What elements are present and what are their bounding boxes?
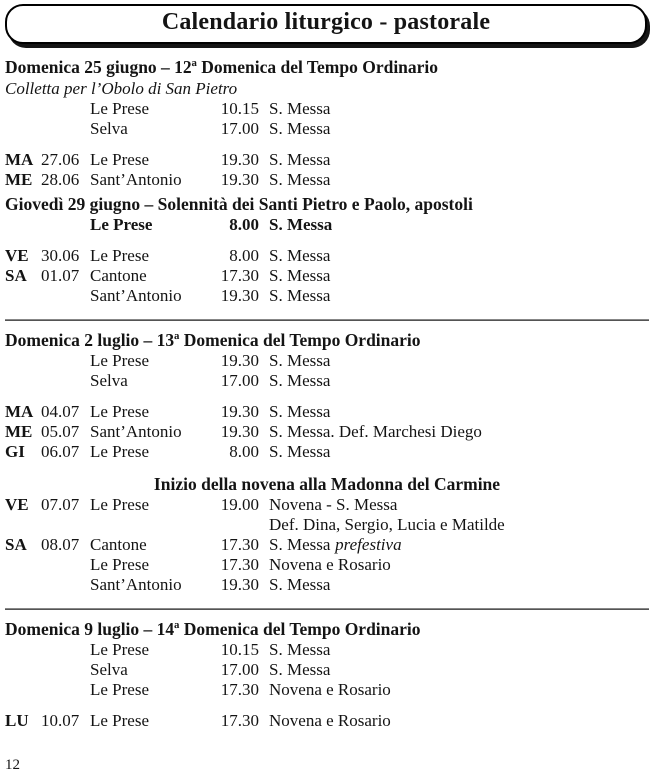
date-cell [41,215,90,235]
date-cell [41,119,90,139]
location-cell: Le Prese [90,555,150,574]
date-cell: 30.06 [41,246,80,265]
date-cell: 10.07 [41,711,80,730]
description-cell: S. Messa [269,215,333,234]
spacer [5,235,649,246]
schedule-row [5,680,649,700]
time-cell: 19.30 [220,351,259,370]
time-cell: 10.15 [220,640,259,659]
description-cell: S. Messa [269,660,331,679]
description-cell: S. Messa [269,119,331,138]
location-cell: Le Prese [90,711,150,730]
description-cell: S. Messa [269,442,331,461]
time-cell [217,515,259,535]
page-title: Calendario liturgico - pastorale [161,9,491,35]
time-cell: 10.15 [220,99,259,118]
day-cell: ME [5,170,33,189]
date-cell: 04.07 [41,402,80,421]
location-cell: Cantone [90,535,147,554]
location-cell [90,515,217,535]
calendar-content [5,57,649,731]
spacer [5,139,649,150]
location-cell: Le Prese [90,495,150,514]
location-cell: Selva [90,119,128,138]
schedule-row-continuation [5,515,649,535]
time-cell: 17.00 [220,119,259,138]
time-cell: 17.00 [220,371,259,390]
day-cell [5,286,41,306]
time-cell: 8.00 [229,246,259,265]
time-cell: 19.30 [220,286,259,305]
time-cell: 17.30 [220,535,259,554]
location-cell: Le Prese [90,640,150,659]
day-cell [5,99,41,119]
description-cell: S. Messa [269,246,331,265]
location-cell: Le Prese [90,215,153,234]
location-cell: Le Prese [90,680,150,699]
description-text: S. Messa [269,535,331,554]
day-cell [5,660,41,680]
schedule-row [5,535,649,555]
day-cell: MA [5,402,34,421]
schedule-row [5,170,649,190]
day-cell [5,680,41,700]
day-cell [5,371,41,391]
description-cell: S. Messa [269,575,331,594]
description-cell: S. Messa. Def. Marchesi Diego [269,422,482,441]
date-cell [41,371,90,391]
location-cell: Selva [90,660,128,679]
location-cell: Le Prese [90,246,150,265]
description-cell: S. Messa [269,640,331,659]
time-cell: 17.00 [220,660,259,679]
description-cell: Novena e Rosario [269,555,391,574]
schedule-row [5,495,649,515]
schedule-row [5,640,649,660]
day-cell [5,515,41,535]
date-cell [41,640,90,660]
location-cell: Le Prese [90,351,150,370]
date-cell: 01.07 [41,266,80,285]
location-cell: Le Prese [90,150,150,169]
time-cell: 19.30 [220,170,259,189]
time-cell: 8.00 [229,215,259,234]
location-cell: Sant’Antonio [90,286,182,305]
section-subheading: Colletta per l’Obolo di San Pietro [5,79,238,98]
day-cell: VE [5,246,29,265]
page-title-box [5,4,647,44]
section-heading: Domenica 9 luglio – 14ª Domenica del Tempo Ordinario [5,619,421,639]
time-cell: 19.30 [220,422,259,441]
schedule-row [5,555,649,575]
date-cell [41,575,90,595]
time-cell: 19.30 [220,575,259,594]
day-cell: GI [5,442,25,461]
date-cell [41,286,90,306]
day-cell [5,640,41,660]
location-cell: Sant’Antonio [90,422,182,441]
spacer [5,391,649,402]
description-italic-text: prefestiva [335,535,402,554]
schedule-row [5,442,649,462]
day-cell: LU [5,711,29,730]
schedule-row [5,575,649,595]
schedule-row [5,150,649,170]
day-cell: ME [5,422,33,441]
day-cell [5,555,41,575]
day-cell: MA [5,150,34,169]
location-cell: Cantone [90,266,147,285]
schedule-row [5,371,649,391]
day-cell: VE [5,495,29,514]
novena-heading: Inizio della novena alla Madonna del Carmine [153,474,501,494]
description-cell: S. Messa [269,150,331,169]
day-cell [5,215,41,235]
location-cell: Le Prese [90,442,150,461]
day-cell [5,119,41,139]
date-cell: 07.07 [41,495,80,514]
time-cell: 8.00 [229,442,259,461]
schedule-row [5,99,649,119]
description-cell: Novena e Rosario [269,680,391,699]
schedule-row [5,351,649,371]
schedule-row [5,119,649,139]
section-heading: Domenica 25 giugno – 12ª Domenica del Tempo Ordinario [5,57,439,77]
schedule-row [5,422,649,442]
location-cell: Le Prese [90,99,150,118]
date-cell [41,99,90,119]
description-cell: S. Messa [269,170,331,189]
section-divider [5,608,649,610]
description-cell: S. Messa [269,402,331,421]
day-cell: SA [5,535,27,554]
spacer [5,700,649,711]
time-cell: 17.30 [220,711,259,730]
date-cell: 27.06 [41,150,80,169]
date-cell [41,351,90,371]
date-cell: 06.07 [41,442,80,461]
description-cell: S. Messa [269,286,331,305]
time-cell: 17.30 [220,555,259,574]
description-cell: S. Messa [269,371,331,390]
day-cell [5,575,41,595]
time-cell: 19.30 [220,150,259,169]
location-cell: Sant’Antonio [90,170,182,189]
date-cell: 08.07 [41,535,80,554]
description-cell: Novena - S. Messa [269,495,398,514]
date-cell: 28.06 [41,170,80,189]
date-cell [41,660,90,680]
schedule-row [5,711,649,731]
date-cell [41,680,90,700]
date-cell [41,555,90,575]
schedule-row [5,402,649,422]
description-cell: S. Messa [269,351,331,370]
location-cell: Le Prese [90,402,150,421]
date-cell [41,515,90,535]
feast-heading: Giovedì 29 giugno – Solennità dei Santi Pietro e Paolo, apostoli [5,194,473,214]
day-cell [5,351,41,371]
time-cell: 19.00 [220,495,259,514]
schedule-row [5,266,649,286]
schedule-row [5,246,649,266]
description-cell: Def. Dina, Sergio, Lucia e Matilde [269,515,505,534]
page-number: 12 [5,757,20,773]
description-cell: S. Messa [269,99,331,118]
description-cell [269,535,402,555]
day-cell: SA [5,266,27,285]
location-cell: Sant’Antonio [90,575,182,594]
location-cell: Selva [90,371,128,390]
schedule-row [5,286,649,306]
time-cell: 17.30 [220,680,259,699]
description-cell: S. Messa [269,266,331,285]
section-divider [5,319,649,321]
time-cell: 17.30 [220,266,259,285]
date-cell: 05.07 [41,422,80,441]
schedule-row [5,660,649,680]
description-cell: Novena e Rosario [269,711,391,730]
time-cell: 19.30 [220,402,259,421]
section-heading: Domenica 2 luglio – 13ª Domenica del Tempo Ordinario [5,330,421,350]
schedule-row [5,215,649,235]
